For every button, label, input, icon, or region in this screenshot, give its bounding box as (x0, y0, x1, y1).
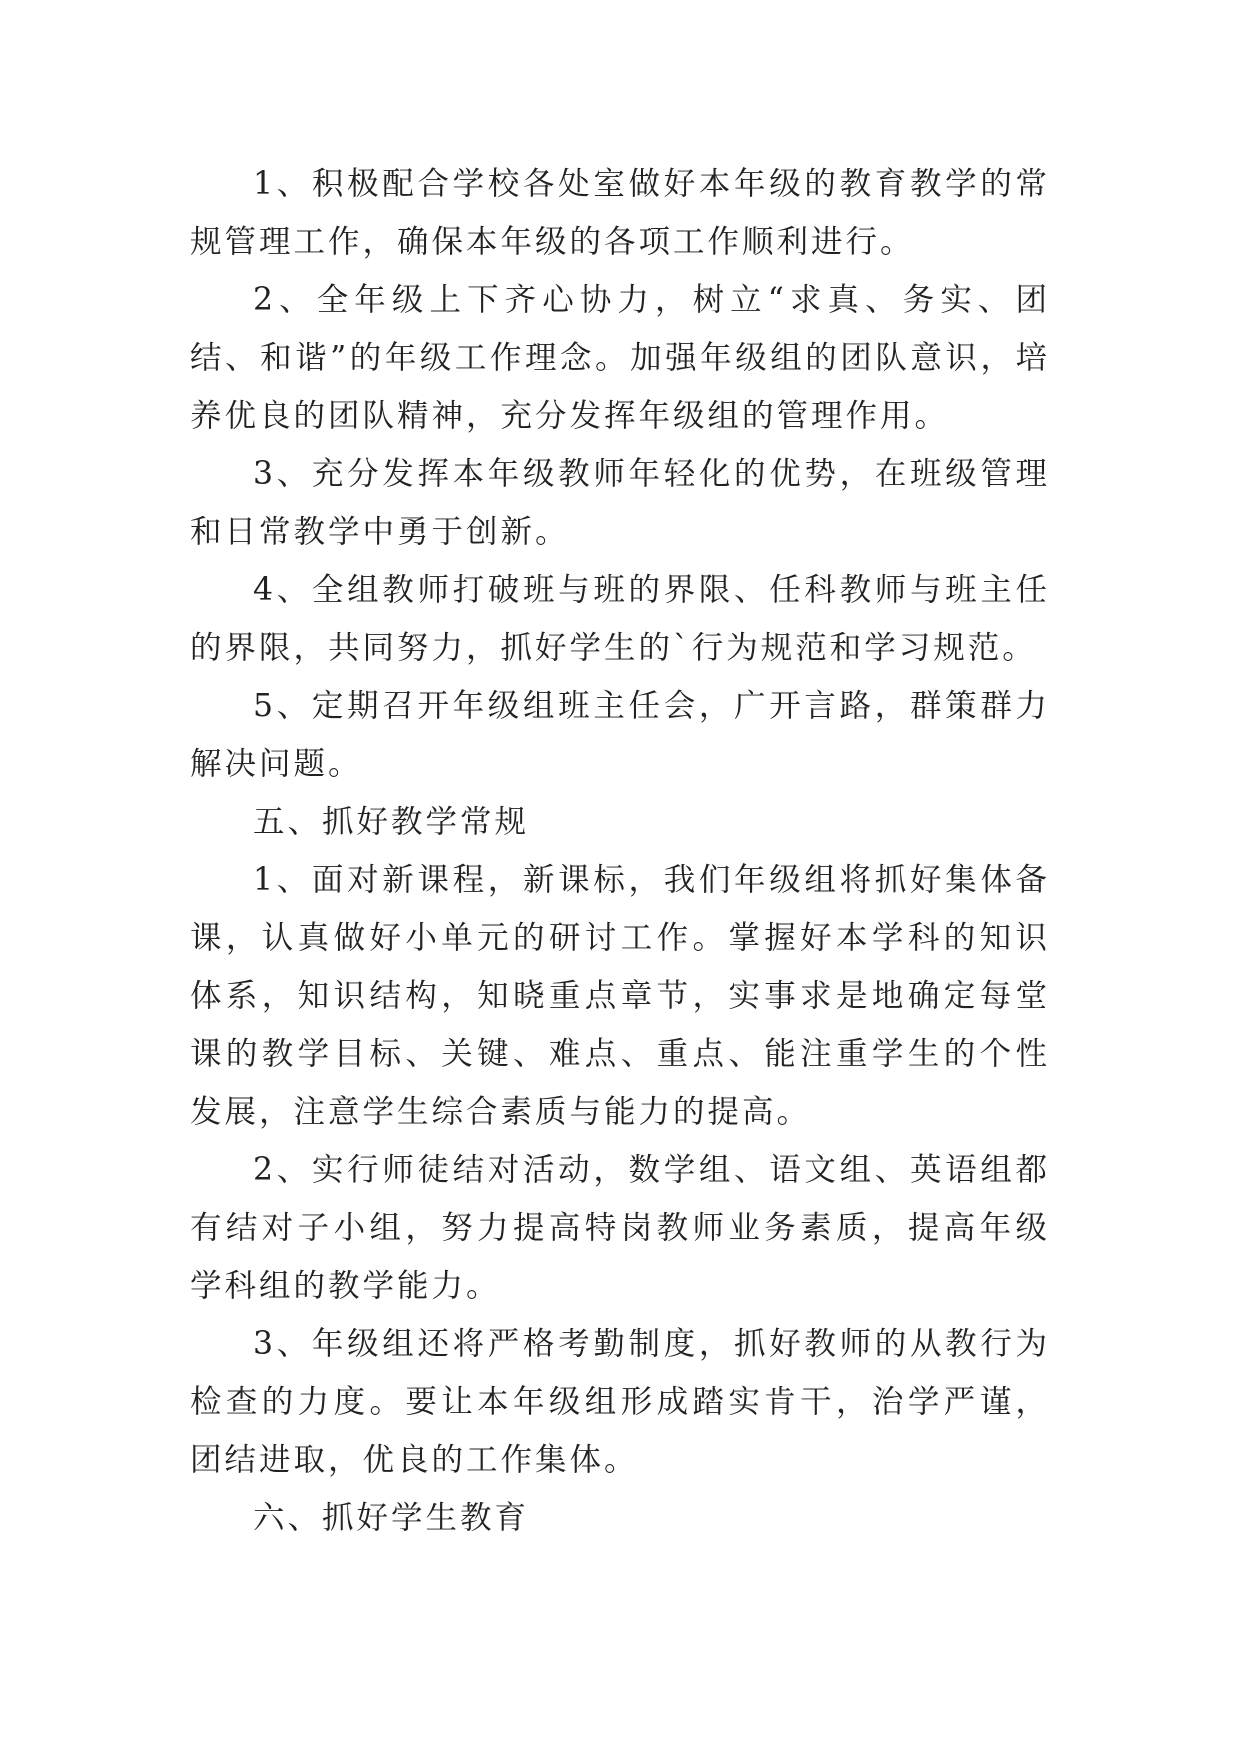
section-heading-teaching: 五、抓好教学常规 (253, 804, 530, 840)
paragraph-item-4: 4、全组教师打破班与班的界限、任科教师与班主任的界限，共同努力，抓好学生的`行为规范和学习规范。 (190, 572, 1050, 666)
paragraph-item-7: 2、实行师徒结对活动，数学组、语文组、英语组都有结对子小组，努力提高特岗教师业务素质，提高年级学科组的教学能力。 (190, 1152, 1050, 1304)
paragraph-item-1: 1、积极配合学校各处室做好本年级的教育教学的常规管理工作，确保本年级的各项工作顺利进行。 (190, 166, 1050, 260)
document-body (190, 155, 1050, 1547)
paragraph-item-8: 3、年级组还将严格考勤制度，抓好教师的从教行为检查的力度。要让本年级组形成踏实肯干，治学严谨，团结进取，优良的工作集体。 (190, 1326, 1050, 1478)
paragraph-item-5: 5、定期召开年级组班主任会，广开言路，群策群力解决问题。 (190, 688, 1050, 782)
paragraph-item-3: 3、充分发挥本年级教师年轻化的优势，在班级管理和日常教学中勇于创新。 (190, 456, 1050, 550)
paragraph-item-6: 1、面对新课程，新课标，我们年级组将抓好集体备课，认真做好小单元的研讨工作。掌握好本学科的知识体系，知识结构，知晓重点章节，实事求是地确定每堂课的教学目标、关键、难点、重点、能注重学生的个性发展，注意学生综合素质与能力的提高。 (190, 862, 1050, 1130)
paragraph-item-2: 2、全年级上下齐心协力，树立“求真、务实、团结、和谐”的年级工作理念。加强年级组的团队意识，培养优良的团队精神，充分发挥年级组的管理作用。 (190, 282, 1050, 434)
section-heading-students: 六、抓好学生教育 (253, 1500, 530, 1536)
